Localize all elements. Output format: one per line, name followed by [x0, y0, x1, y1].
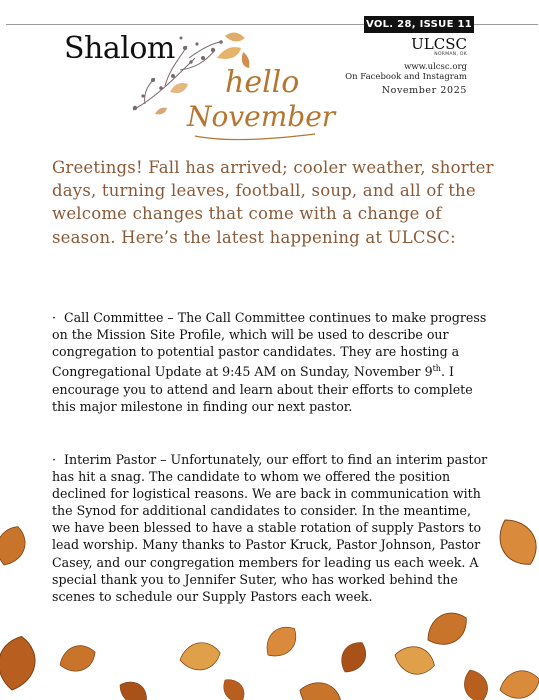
hello-november-illustration	[125, 28, 345, 148]
section-text-continued: . I encourage you to attend and learn about their efforts to complete this major milestone in finding our next pastor.	[52, 364, 473, 414]
newsletter-title: Shalom	[64, 31, 175, 66]
section-text: Call Committee – The Call Committee continues to make progress on the Mission Site Profile, which will be used to describe our congregation to potential pastor candidates. They are hosting a Congregational Update at 9:45 AM on Sunday, November 9	[52, 310, 487, 380]
organization-name: ULCSC	[411, 35, 467, 53]
organization-location: NORMAN, OK	[434, 52, 467, 57]
ordinal-suffix: th	[432, 364, 441, 374]
call-committee-section	[52, 309, 492, 415]
website-link[interactable]: www.ulcsc.org	[404, 62, 467, 72]
greeting-paragraph: Greetings! Fall has arrived; cooler weather, shorter days, turning leaves, football, soup, and all of the welcome changes that come with a change of season. Here’s the latest happening at ULCSC:	[52, 158, 494, 247]
issue-date: November 2025	[381, 85, 467, 96]
bullet: ·	[52, 452, 57, 467]
volume-badge: VOL. 28, ISSUE 11	[364, 16, 474, 33]
section-text: Interim Pastor – Unfortunately, our effort to find an interim pastor has hit a snag. The candidate to whom we offered the position declined for logistical reasons. We are back in communication with the Synod for additional candidates to consider. In the meantime, we have been blessed to have a stable rotation of supply Pastors to lead worship. Many thanks to Pastor Kruck, Pastor Johnson, Pastor Casey, and our congregation members for leading us each week. A special thank you to Jennifer Suter, who has worked behind the scenes to schedule our Supply Pastors each week.	[52, 452, 488, 604]
social-media-note: On Facebook and Instagram	[345, 72, 467, 82]
hello-lettering: hello	[225, 65, 300, 100]
november-lettering: November	[187, 100, 336, 133]
contact-info	[345, 62, 467, 82]
interim-pastor-section	[52, 451, 492, 605]
bullet: ·	[52, 310, 57, 325]
